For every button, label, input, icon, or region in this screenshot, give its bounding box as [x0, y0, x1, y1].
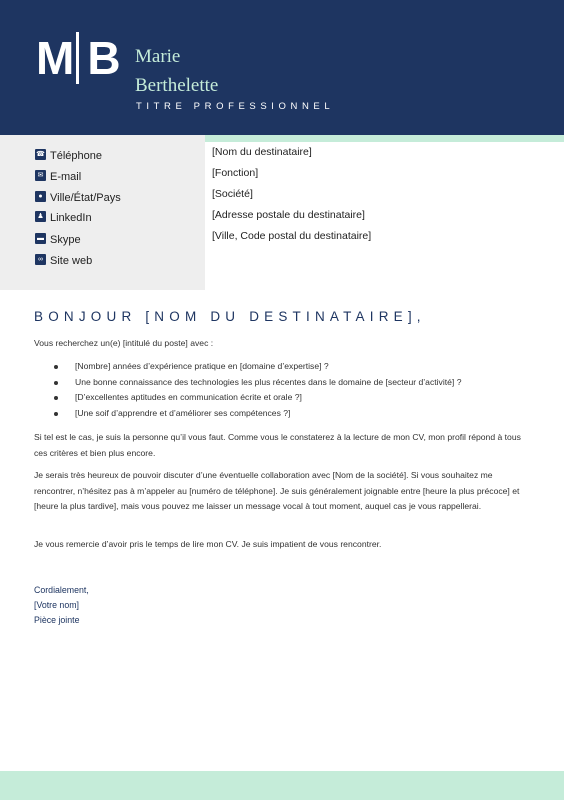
recipient-address: [Adresse postale du destinataire] [212, 209, 365, 221]
intro-paragraph: Vous recherchez un(e) [intitulé du poste] avec : [34, 338, 214, 348]
monogram-left-letter: M [36, 32, 74, 84]
closing-block [34, 583, 89, 628]
list-item: [D’excellentes aptitudes en communication écrite et orale ?] [54, 390, 461, 406]
header-banner [0, 0, 564, 135]
contact-label: Téléphone [50, 150, 102, 162]
body-paragraph: Si tel est le cas, je suis la personne qu’il vous faut. Comme vous le constaterez à la lecture de mon CV, mon profil répond à tous ces critères et bien plus encore. [34, 432, 521, 458]
first-name: Marie [135, 46, 181, 67]
body-paragraph: Je serais très heureux de pouvoir discuter d’une éventuelle collaboration avec [Nom de la société]. Si vous souhaitez me rencontrer, n’hésitez pas à m’appeler au [numéro de téléphone]. Je suis généralement joignable entre [heure la plus précoce] et [heure la plus tardive], mais vous pouvez me laisser un message vocal à tout moment, auquel cas je vous rappellerai. [34, 470, 520, 511]
linkedin-icon: ♟ [35, 211, 46, 222]
greeting-heading: BONJOUR [NOM DU DESTINATAIRE], [34, 309, 426, 324]
last-name: Berthelette [135, 75, 219, 96]
contact-phone [35, 147, 102, 161]
list-item: Une bonne connaissance des technologies les plus récentes dans le domaine de [secteur d’activité] ? [54, 375, 461, 391]
monogram-right-letter: B [87, 32, 120, 84]
contact-label: E-mail [50, 171, 82, 183]
recipient-function: [Fonction] [212, 167, 259, 179]
footer-strip [0, 771, 564, 800]
location-icon: ● [35, 191, 46, 202]
skype-icon: ▬ [37, 234, 44, 242]
email-icon: ✉ [35, 170, 46, 181]
recipient-city: [Ville, Code postal du destinataire] [212, 230, 372, 242]
phone-icon: ☎ [36, 150, 45, 158]
requirements-list [54, 359, 461, 422]
contact-panel [0, 135, 205, 290]
accent-strip [205, 135, 564, 142]
body-paragraph: Je vous remercie d’avoir pris le temps de lire mon CV. Je suis impatient de vous rencontrer. [34, 539, 382, 549]
contact-email [35, 168, 81, 182]
contact-label: Ville/État/Pays [50, 192, 121, 204]
monogram-divider [76, 32, 79, 84]
professional-title: TITRE PROFESSIONNEL [136, 101, 335, 112]
closing-salutation: Cordialement, [34, 585, 89, 595]
contact-label: LinkedIn [50, 212, 92, 224]
attachment-note: Pièce jointe [34, 615, 80, 625]
contact-location [35, 189, 121, 203]
contact-label: Site web [50, 255, 93, 267]
recipient-company: [Société] [212, 188, 253, 200]
website-icon: ∞ [35, 254, 46, 265]
contact-website [35, 252, 92, 266]
recipient-name: [Nom du destinataire] [212, 146, 312, 158]
contact-label: Skype [50, 234, 81, 246]
contact-linkedin [35, 209, 92, 223]
applicant-name [135, 42, 218, 100]
contact-skype [35, 231, 81, 245]
list-item: [Une soif d’apprendre et d’améliorer ses compétences ?] [54, 406, 461, 422]
list-item: [Nombre] années d’expérience pratique en [domaine d’expertise] ? [54, 359, 461, 375]
signature-name: [Votre nom] [34, 600, 79, 610]
